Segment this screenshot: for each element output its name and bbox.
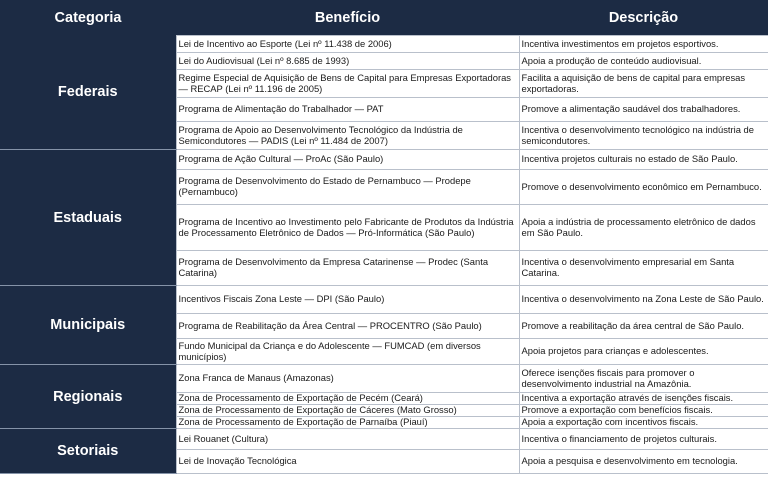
beneficio-cell: Zona de Processamento de Exportação de Cáceres (Mato Grosso) — [176, 405, 519, 417]
beneficio-cell: Lei do Audiovisual (Lei nº 8.685 de 1993) — [176, 53, 519, 70]
beneficio-cell: Zona de Processamento de Exportação de Parnaíba (Piauí) — [176, 417, 519, 429]
descricao-cell: Incentiva o desenvolvimento tecnológico na indústria de semicondutores. — [519, 122, 768, 150]
beneficio-cell: Fundo Municipal da Criança e do Adolescente — FUMCAD (em diversos municípios) — [176, 339, 519, 365]
category-federais: Federais — [0, 36, 176, 150]
descricao-cell: Apoia projetos para crianças e adolescentes. — [519, 339, 768, 365]
descricao-cell: Promove a exportação com benefícios fiscais. — [519, 405, 768, 417]
beneficio-cell: Lei de Inovação Tecnológica — [176, 450, 519, 474]
beneficio-cell: Zona de Processamento de Exportação de Pecém (Ceará) — [176, 393, 519, 405]
beneficio-cell: Programa de Incentivo ao Investimento pelo Fabricante de Produtos da Indústria de Processamento Eletrônico de Dados — Pró-Informática (São Paulo) — [176, 205, 519, 251]
category-estaduais: Estaduais — [0, 150, 176, 286]
beneficio-cell: Lei de Incentivo ao Esporte (Lei nº 11.438 de 2006) — [176, 36, 519, 53]
beneficio-cell: Programa de Apoio ao Desenvolvimento Tecnológico da Indústria de Semicondutores — PADIS (Lei nº 11.484 de 2007) — [176, 122, 519, 150]
descricao-cell: Incentiva o financiamento de projetos culturais. — [519, 429, 768, 450]
header-beneficio: Benefício — [176, 0, 519, 36]
header-row — [0, 0, 768, 36]
table-row — [0, 150, 768, 170]
beneficio-cell: Regime Especial de Aquisição de Bens de Capital para Empresas Exportadoras — RECAP (Lei nº 11.196 de 2005) — [176, 70, 519, 98]
beneficio-cell: Programa de Desenvolvimento do Estado de Pernambuco — Prodepe (Pernambuco) — [176, 170, 519, 205]
beneficio-cell: Incentivos Fiscais Zona Leste — DPI (São Paulo) — [176, 286, 519, 314]
descricao-cell: Apoia a produção de conteúdo audiovisual. — [519, 53, 768, 70]
category-setoriais: Setoriais — [0, 429, 176, 474]
descricao-cell: Incentiva projetos culturais no estado de São Paulo. — [519, 150, 768, 170]
category-regionais: Regionais — [0, 365, 176, 429]
descricao-cell: Promove a alimentação saudável dos trabalhadores. — [519, 98, 768, 122]
beneficio-cell: Zona Franca de Manaus (Amazonas) — [176, 365, 519, 393]
header-categoria: Categoria — [0, 0, 176, 36]
category-municipais: Municipais — [0, 286, 176, 365]
beneficio-cell: Programa de Ação Cultural — ProAc (São Paulo) — [176, 150, 519, 170]
descricao-cell: Apoia a pesquisa e desenvolvimento em tecnologia. — [519, 450, 768, 474]
descricao-cell: Incentiva investimentos em projetos esportivos. — [519, 36, 768, 53]
descricao-cell: Incentiva o desenvolvimento na Zona Leste de São Paulo. — [519, 286, 768, 314]
beneficio-cell: Programa de Desenvolvimento da Empresa Catarinense — Prodec (Santa Catarina) — [176, 251, 519, 286]
beneficio-cell: Programa de Reabilitação da Área Central — PROCENTRO (São Paulo) — [176, 314, 519, 339]
descricao-cell: Facilita a aquisição de bens de capital para empresas exportadoras. — [519, 70, 768, 98]
table-row — [0, 429, 768, 450]
beneficio-cell: Lei Rouanet (Cultura) — [176, 429, 519, 450]
descricao-cell: Promove o desenvolvimento econômico em Pernambuco. — [519, 170, 768, 205]
descricao-cell: Oferece isenções fiscais para promover o desenvolvimento industrial na Amazônia. — [519, 365, 768, 393]
table-row — [0, 365, 768, 393]
descricao-cell: Promove a reabilitação da área central de São Paulo. — [519, 314, 768, 339]
header-descricao: Descrição — [519, 0, 768, 36]
descricao-cell: Incentiva a exportação através de isenções fiscais. — [519, 393, 768, 405]
table-row — [0, 286, 768, 314]
beneficio-cell: Programa de Alimentação do Trabalhador — PAT — [176, 98, 519, 122]
table-row — [0, 36, 768, 53]
descricao-cell: Incentiva o desenvolvimento empresarial em Santa Catarina. — [519, 251, 768, 286]
descricao-cell: Apoia a exportação com incentivos fiscais. — [519, 417, 768, 429]
descricao-cell: Apoia a indústria de processamento eletrônico de dados em São Paulo. — [519, 205, 768, 251]
